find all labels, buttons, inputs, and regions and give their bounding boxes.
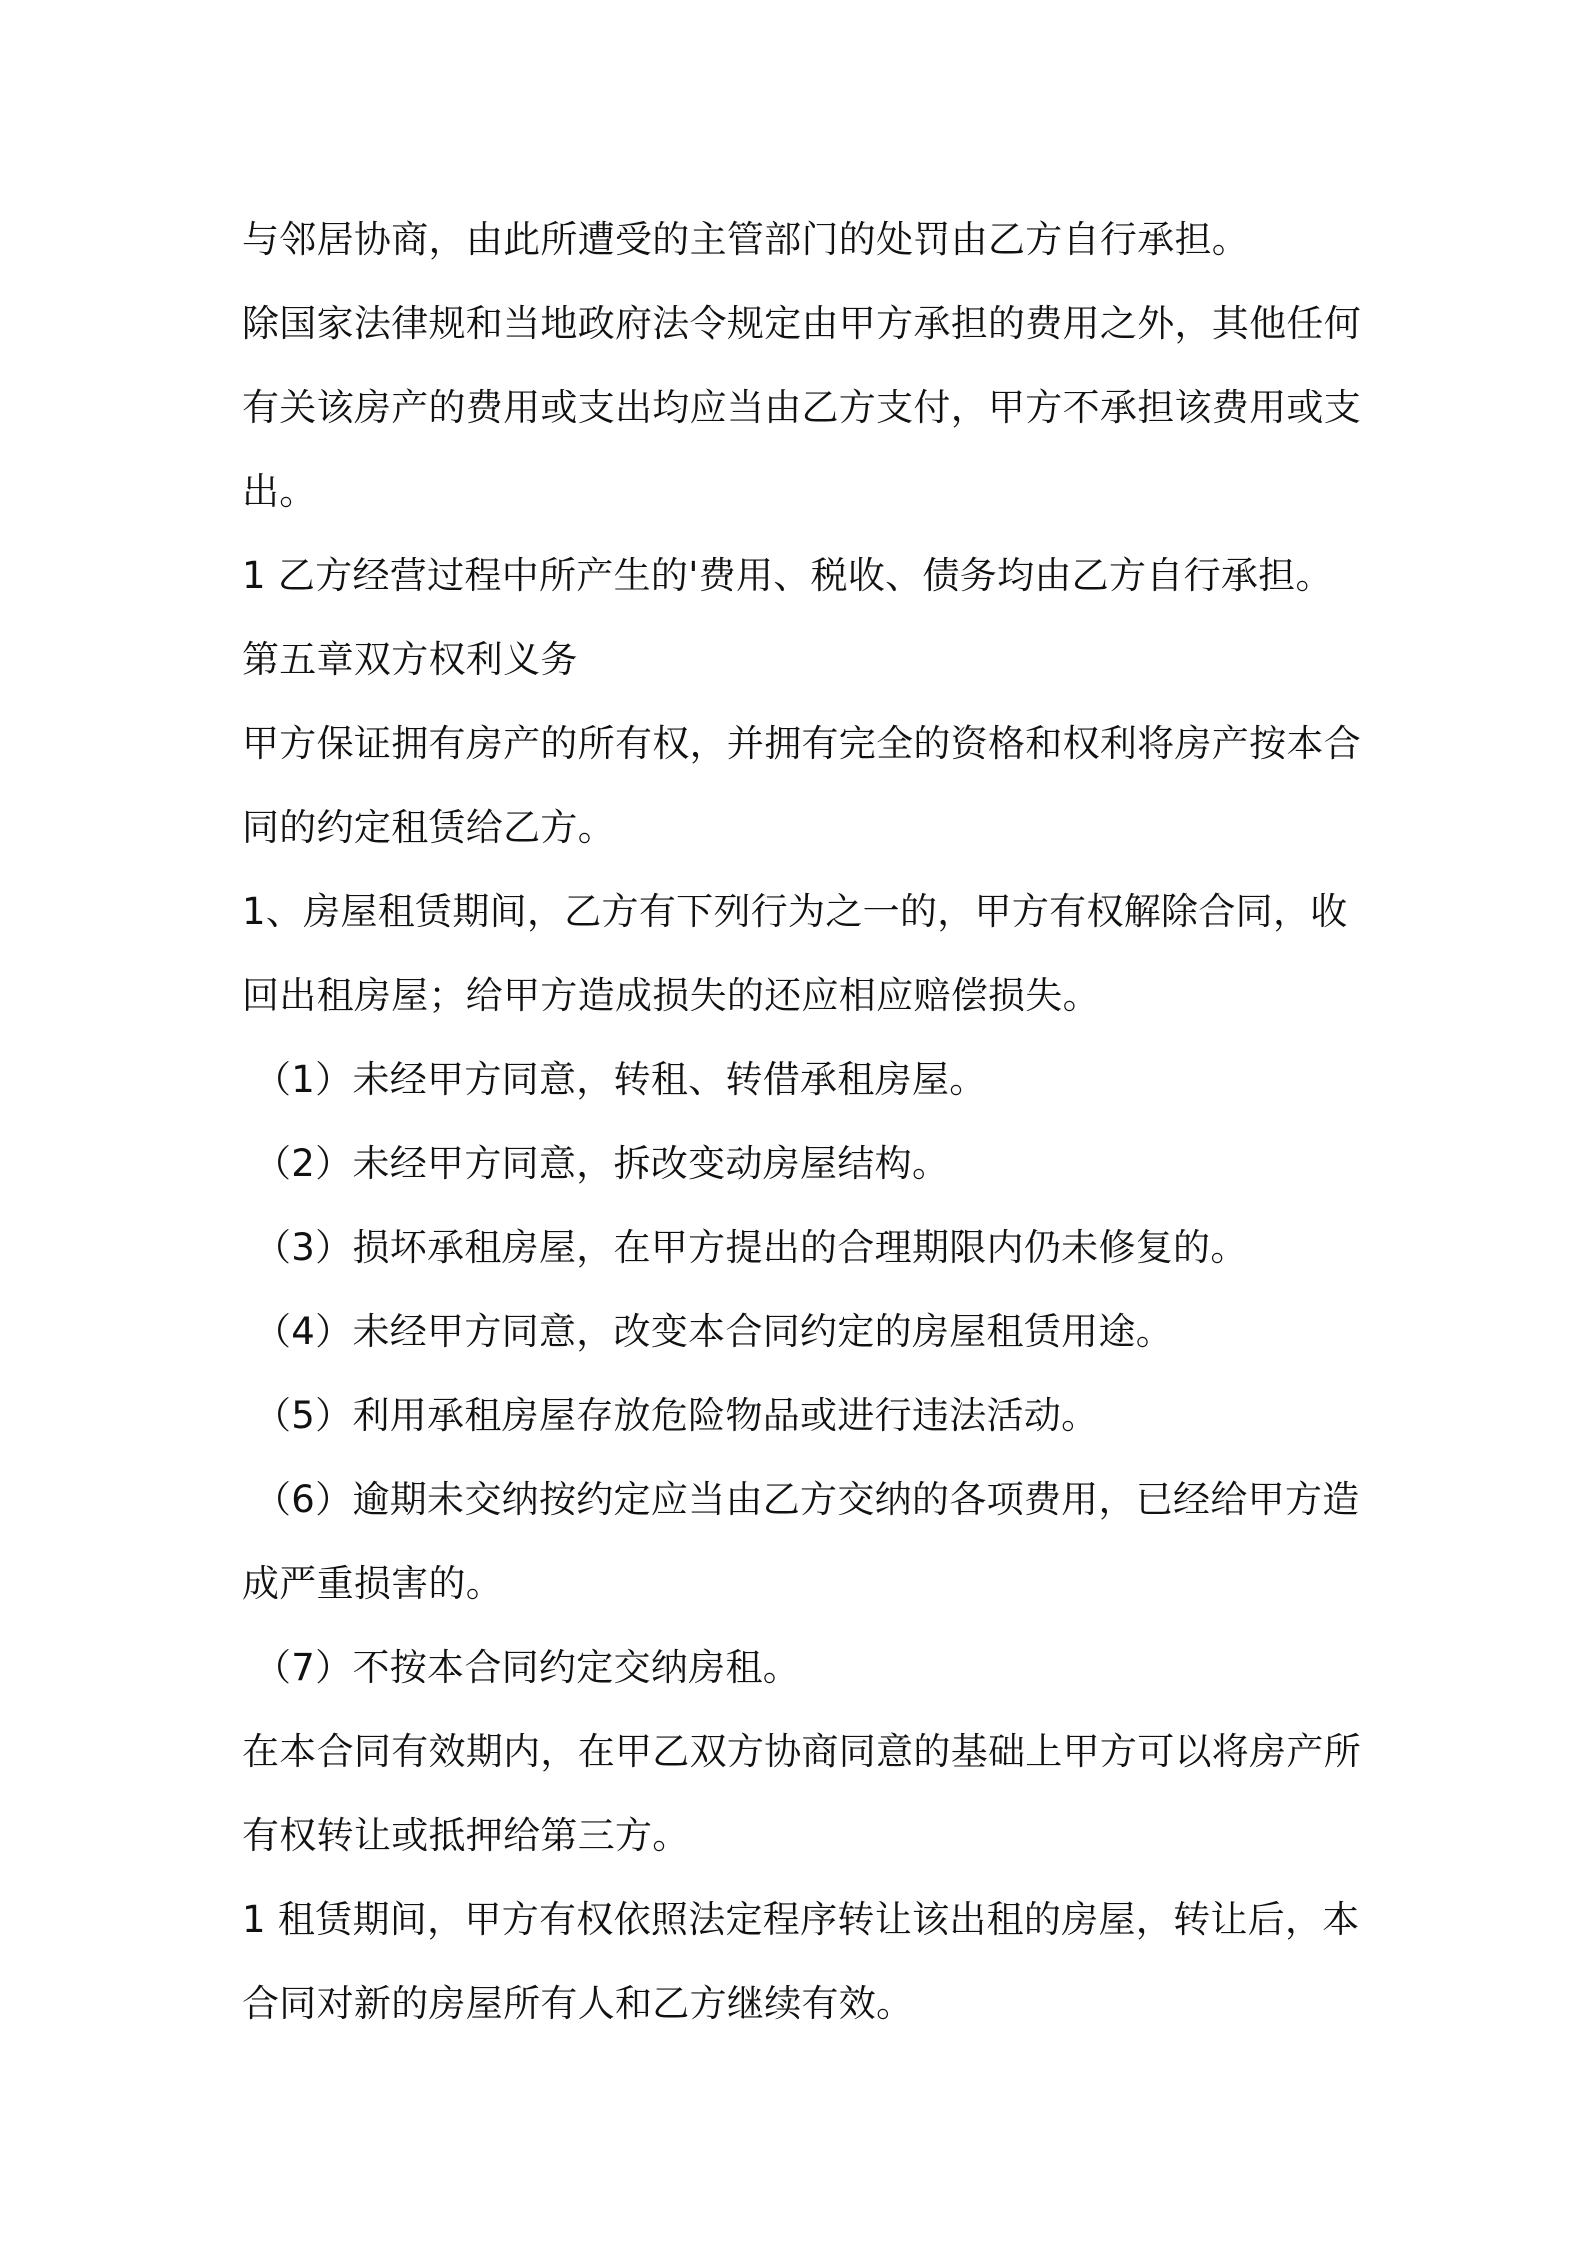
paragraph-line: 同的约定租赁给乙方。 [242, 806, 615, 849]
list-item: （2）未经甲方同意，拆改变动房屋结构。 [254, 1142, 950, 1185]
paragraph-line: 除国家法律规和当地政府法令规定由甲方承担的费用之外，其他任何 [242, 302, 1361, 345]
paragraph-line: 1、房屋租赁期间，乙方有下列行为之一的，甲方有权解除合同，收 [242, 890, 1348, 933]
list-item: （1）未经甲方同意，转租、转借承租房屋。 [254, 1058, 987, 1101]
paragraph-line: 成严重损害的。 [242, 1562, 504, 1605]
paragraph-line: 回出租房屋；给甲方造成损失的还应相应赔偿损失。 [242, 974, 1100, 1017]
paragraph-line: 甲方保证拥有房产的所有权，并拥有完全的资格和权利将房产按本合 [242, 722, 1361, 765]
list-item: （5）利用承租房屋存放危险物品或进行违法活动。 [254, 1394, 1099, 1437]
paragraph-line: 1 乙方经营过程中所产生的'费用、税收、债务均由乙方自行承担。 [242, 554, 1333, 597]
paragraph-line: 有权转让或抵押给第三方。 [242, 1814, 690, 1857]
paragraph-line: 有关该房产的费用或支出均应当由乙方支付，甲方不承担该费用或支 [242, 386, 1361, 429]
list-item: （6）逾期未交纳按约定应当由乙方交纳的各项费用，已经给甲方造 [254, 1478, 1360, 1521]
paragraph-line: 与邻居协商，由此所遭受的主管部门的处罚由乙方自行承担。 [242, 218, 1250, 261]
list-item: （7）不按本合同约定交纳房租。 [254, 1646, 801, 1689]
list-item: （3）损坏承租房屋，在甲方提出的合理期限内仍未修复的。 [254, 1226, 1248, 1269]
document-body [242, 198, 1362, 2046]
paragraph-line: 在本合同有效期内，在甲乙双方协商同意的基础上甲方可以将房产所 [242, 1730, 1361, 1773]
chapter-heading: 第五章双方权利义务 [242, 638, 578, 681]
list-item: （4）未经甲方同意，改变本合同约定的房屋租赁用途。 [254, 1310, 1174, 1353]
paragraph-line: 1 租赁期间，甲方有权依照法定程序转让该出租的房屋，转让后，本 [242, 1898, 1360, 1941]
paragraph-line: 出。 [242, 470, 317, 513]
paragraph-line: 合同对新的房屋所有人和乙方继续有效。 [242, 1982, 914, 2025]
